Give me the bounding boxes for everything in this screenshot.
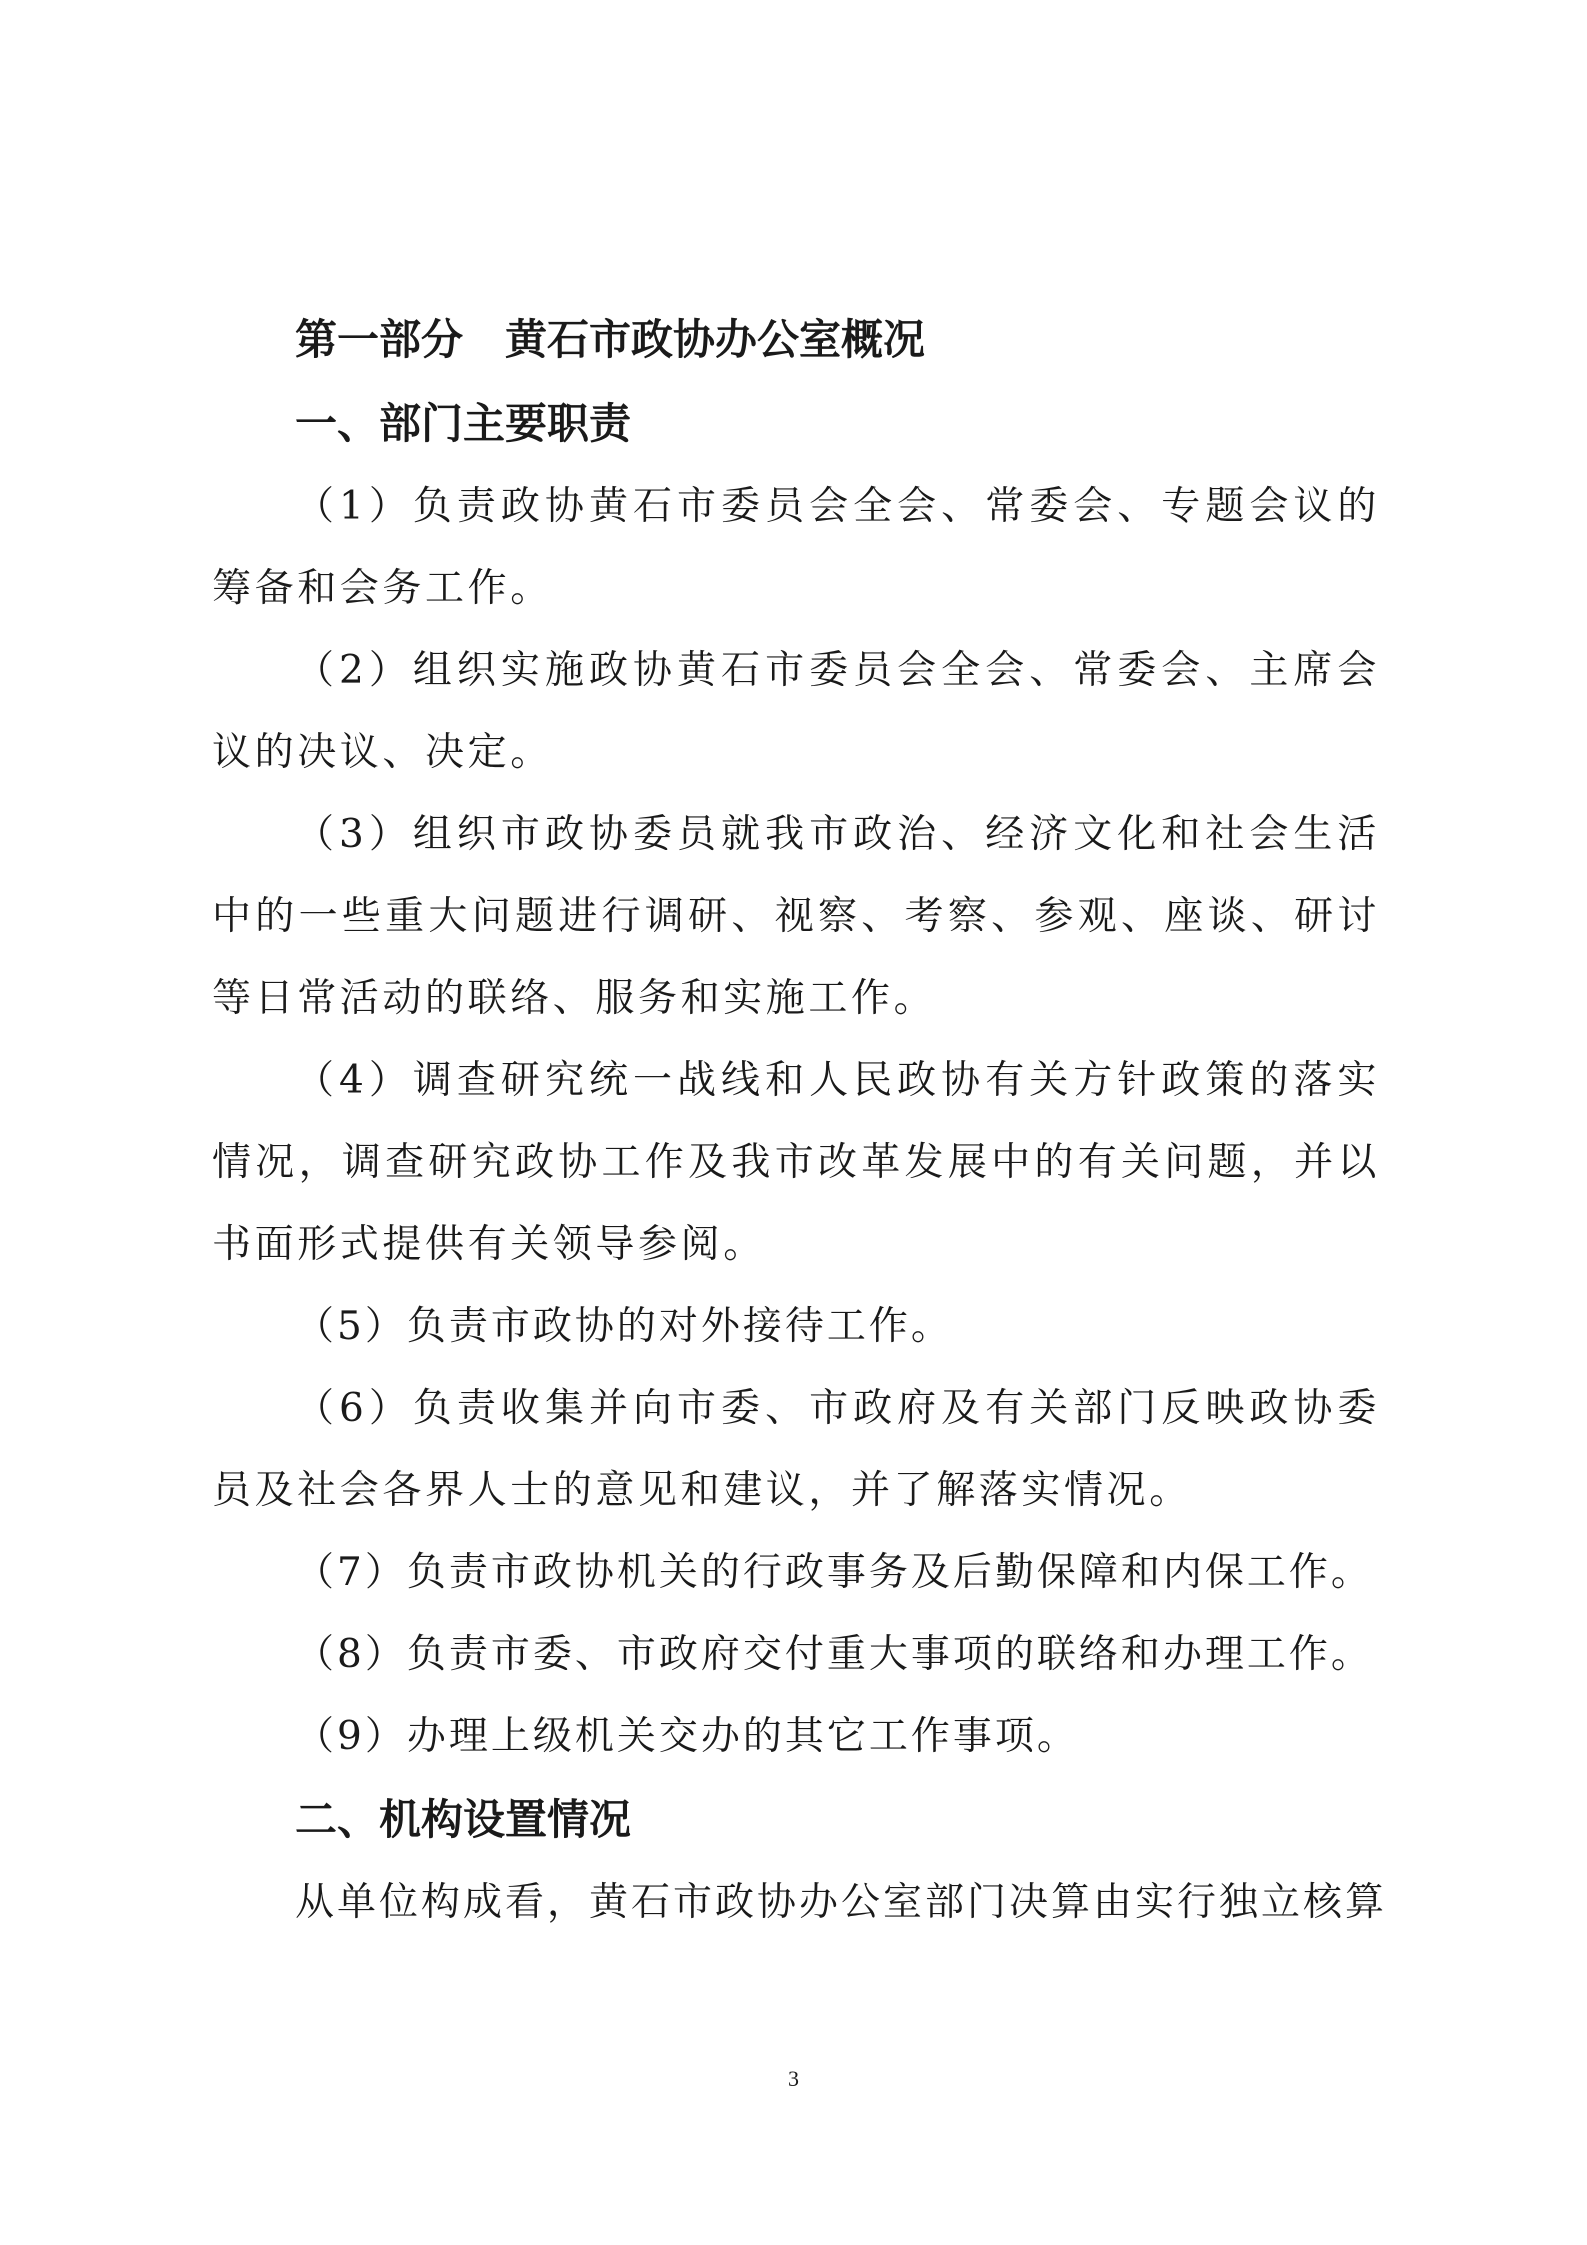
part-name: 黄石市政协办公室概况 [505, 315, 926, 364]
duty-item-3: （3）组织市政协委员就我市政治、经济文化和社会生活中的一些重大问题进行调研、视察、考察、参观、座谈、研讨等日常活动的联络、服务和实施工作。 [212, 812, 1380, 1021]
duty-item-5: （5）负责市政协的对外接待工作。 [295, 1304, 953, 1349]
section-heading-organization: 二、机构设置情况 [295, 1795, 632, 1844]
page-number: 3 [788, 2066, 799, 2091]
body-text [212, 270, 1388, 1944]
section-heading-duties: 一、部门主要职责 [295, 399, 632, 448]
part-title [212, 298, 1380, 382]
duty-item-7: （7）负责市政协机关的行政事务及后勤保障和内保工作。 [295, 1550, 1373, 1595]
part-label: 第一部分 [295, 315, 464, 364]
duty-item-6: （6）负责收集并向市委、市政府及有关部门反映政协委员及社会各界人士的意见和建议，并了解落实情况。 [212, 1386, 1380, 1513]
duty-item-2: （2）组织实施政协黄石市委员会全会、常委会、主席会议的决议、决定。 [212, 648, 1380, 775]
duty-item-8: （8）负责市委、市政府交付重大事项的联络和办理工作。 [295, 1632, 1373, 1677]
duty-item-1: （1）负责政协黄石市委员会全会、常委会、专题会议的筹备和会务工作。 [212, 484, 1380, 611]
duty-item-4: （4）调查研究统一战线和人民政协有关方针政策的落实情况，调查研究政协工作及我市改革发展中的有关问题，并以书面形式提供有关领导参阅。 [212, 1058, 1380, 1267]
duty-item-9: （9）办理上级机关交办的其它工作事项。 [295, 1714, 1079, 1759]
organization-paragraph: 从单位构成看，黄石市政协办公室部门决算由实行独立核算 [295, 1880, 1388, 1925]
